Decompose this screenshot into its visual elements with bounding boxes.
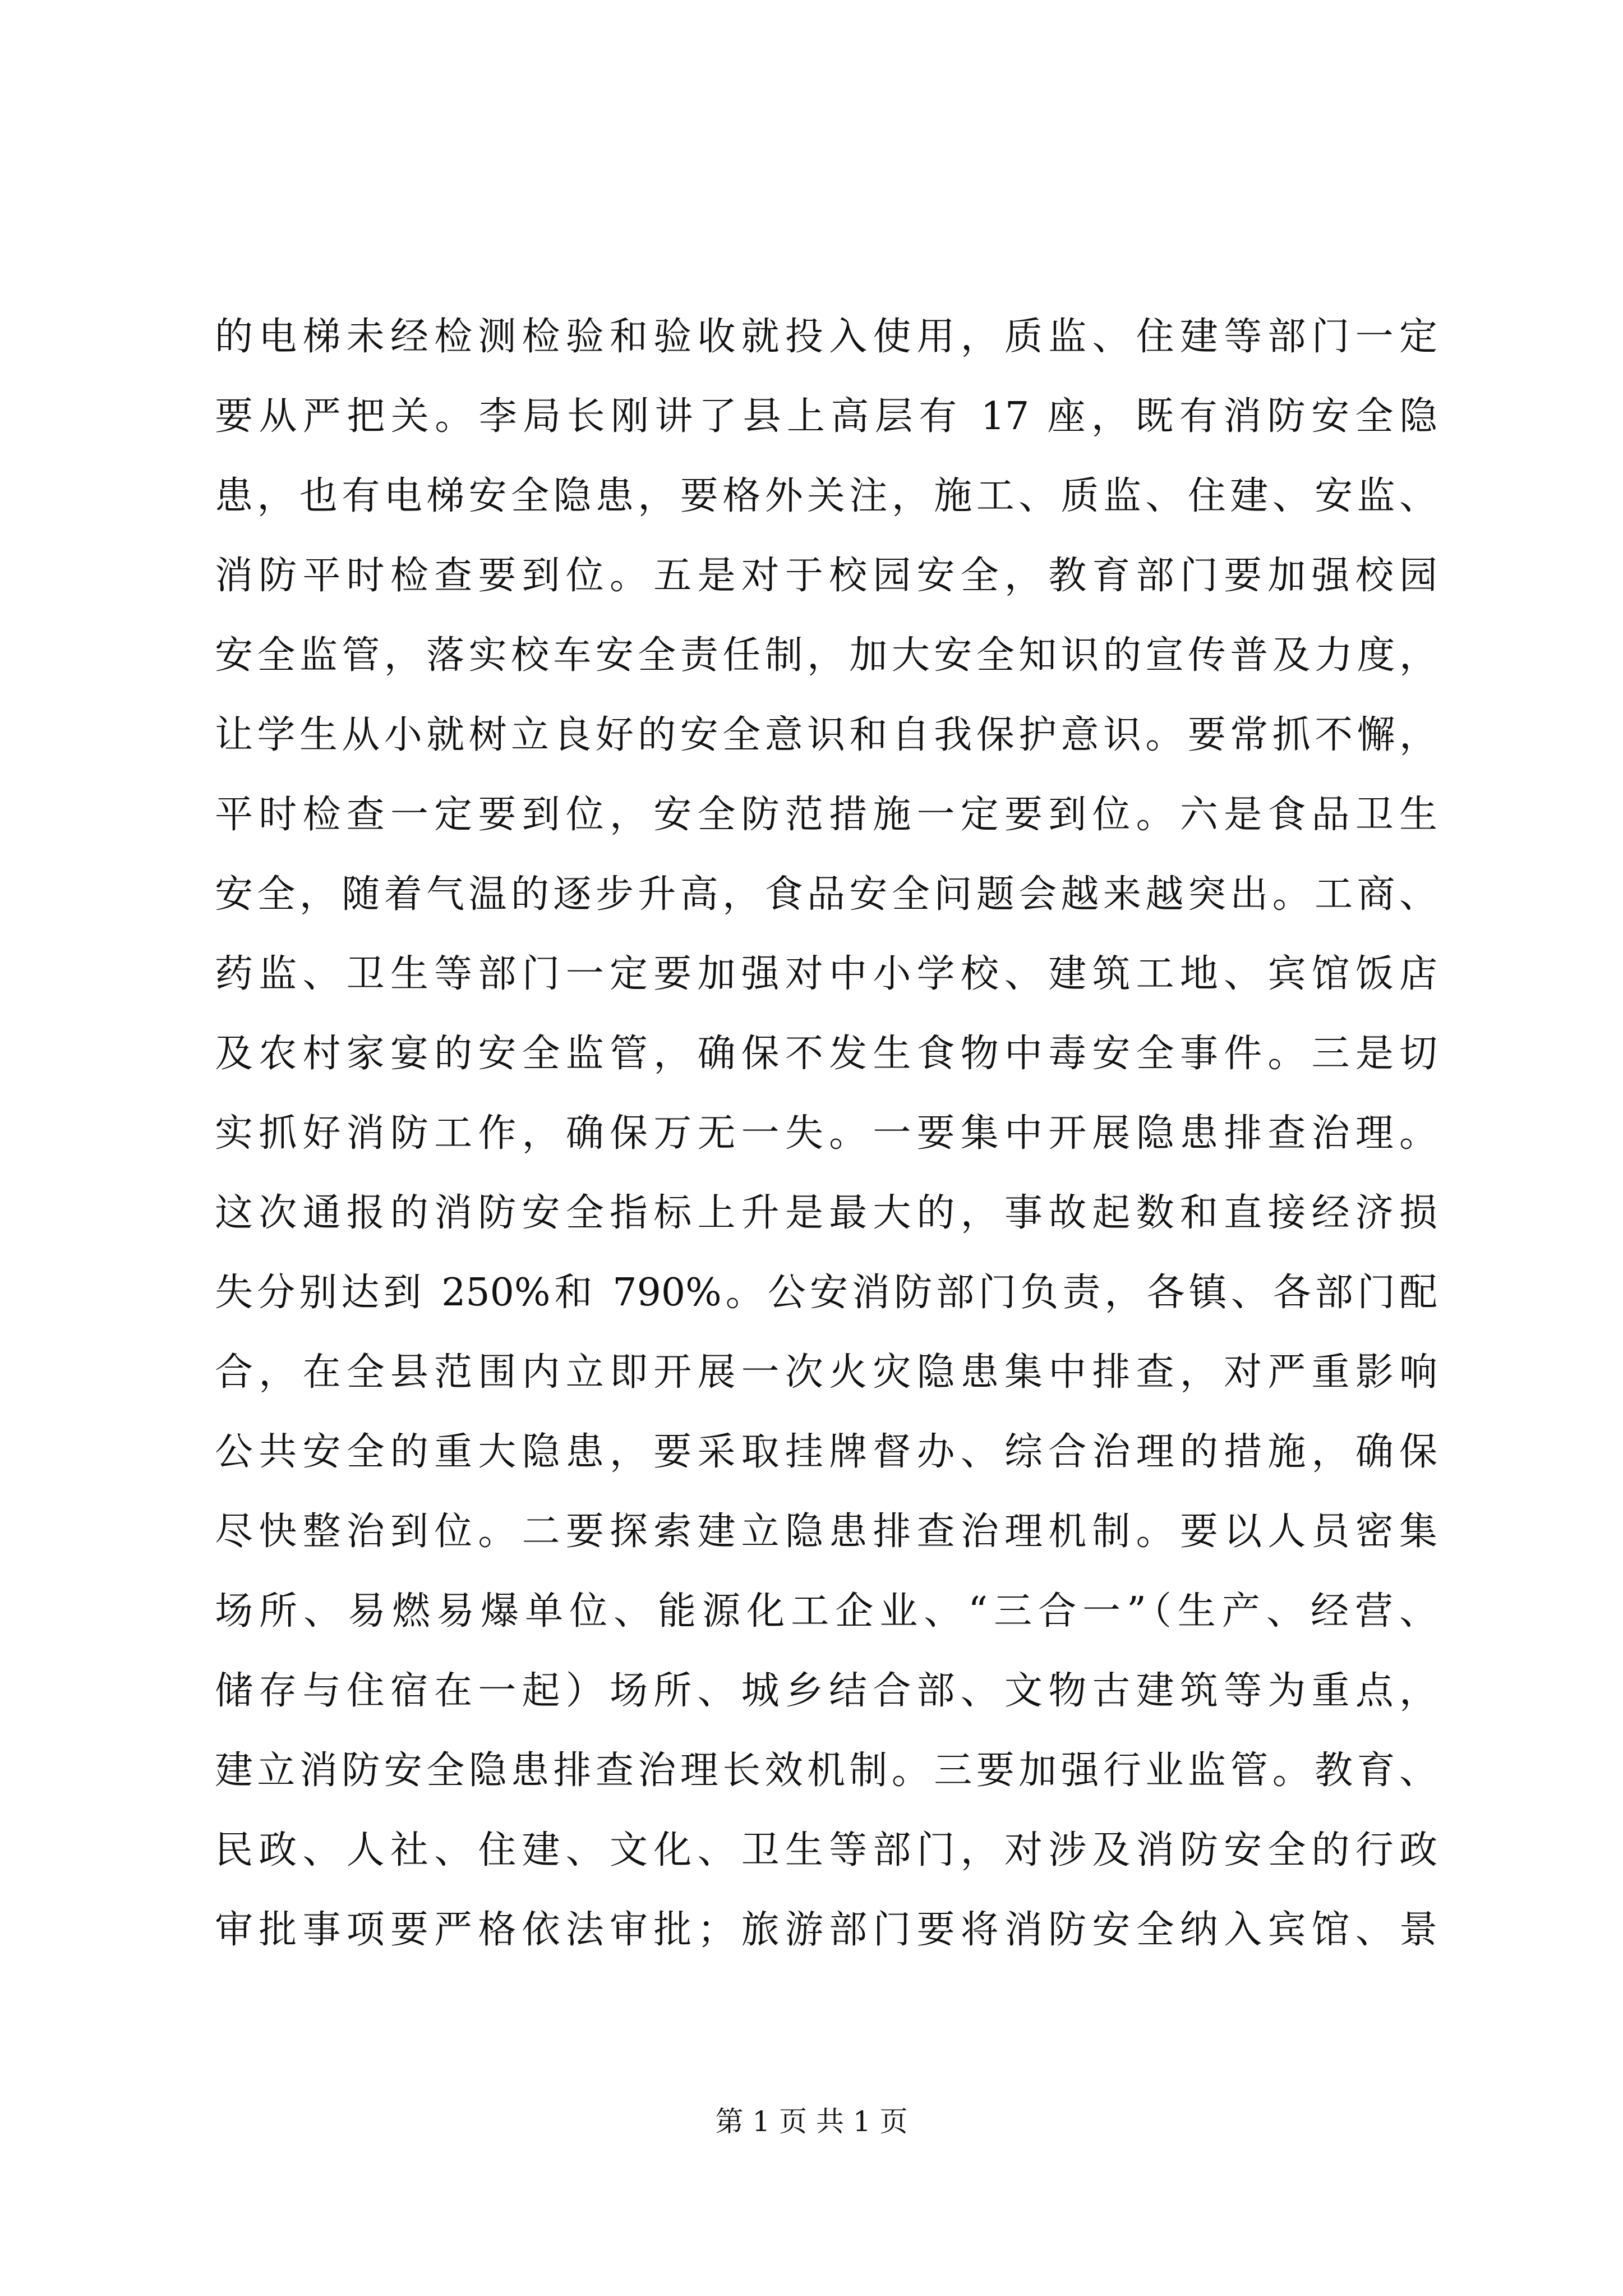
text-line: 场所、易燃易爆单位、能源化工企业、“三合一”（生产、经营、 [215, 1589, 1437, 1634]
body-text [215, 297, 1437, 1970]
text-line: 储存与住宿在一起）场所、城乡结合部、文物古建筑等为重点， [215, 1669, 1437, 1713]
text-line: 建立消防安全隐患排查治理长效机制。三要加强行业监管。教育、 [215, 1749, 1437, 1793]
text-line: 尽快整治到位。二要探索建立隐患排查治理机制。要以人员密集 [215, 1510, 1437, 1554]
text-line: 实抓好消防工作，确保万无一失。一要集中开展隐患排查治理。 [215, 1111, 1437, 1156]
text-line: 公共安全的重大隐患，要采取挂牌督办、综合治理的措施，确保 [215, 1430, 1437, 1474]
page-footer [0, 2105, 1623, 2138]
text-line: 安全，随着气温的逐步升高，食品安全问题会越来越突出。工商、 [215, 872, 1437, 917]
text-line: 审批事项要严格依法审批；旅游部门要将消防安全纳入宾馆、景 [215, 1908, 1437, 1952]
text-line: 安全监管，落实校车安全责任制，加大安全知识的宣传普及力度， [215, 633, 1437, 678]
text-line: 要从严把关。李局长刚讲了县上高层有 17 座，既有消防安全隐 [215, 394, 1437, 439]
text-line: 药监、卫生等部门一定要加强对中小学校、建筑工地、宾馆饭店 [215, 952, 1437, 996]
text-line: 及农村家宴的安全监管，确保不发生食物中毒安全事件。三是切 [215, 1032, 1437, 1076]
text-line: 合，在全县范围内立即开展一次火灾隐患集中排查，对严重影响 [215, 1350, 1437, 1395]
text-line: 患，也有电梯安全隐患，要格外关注，施工、质监、住建、安监、 [215, 474, 1437, 518]
text-line: 的电梯未经检测检验和验收就投入使用，质监、住建等部门一定 [215, 315, 1437, 359]
text-line: 民政、人社、住建、文化、卫生等部门，对涉及消防安全的行政 [215, 1828, 1437, 1872]
text-line: 消防平时检查要到位。五是对于校园安全，教育部门要加强校园 [215, 554, 1437, 598]
text-line: 这次通报的消防安全指标上升是最大的，事故起数和直接经济损 [215, 1191, 1437, 1235]
text-line: 平时检查一定要到位，安全防范措施一定要到位。六是食品卫生 [215, 793, 1437, 837]
text-line: 让学生从小就树立良好的安全意识和自我保护意识。要常抓不懈， [215, 713, 1437, 757]
text-line: 失分别达到 250%和 790%。公安消防部门负责，各镇、各部门配 [215, 1271, 1437, 1315]
page-number: 第 1 页 共 1 页 [715, 2105, 908, 2138]
